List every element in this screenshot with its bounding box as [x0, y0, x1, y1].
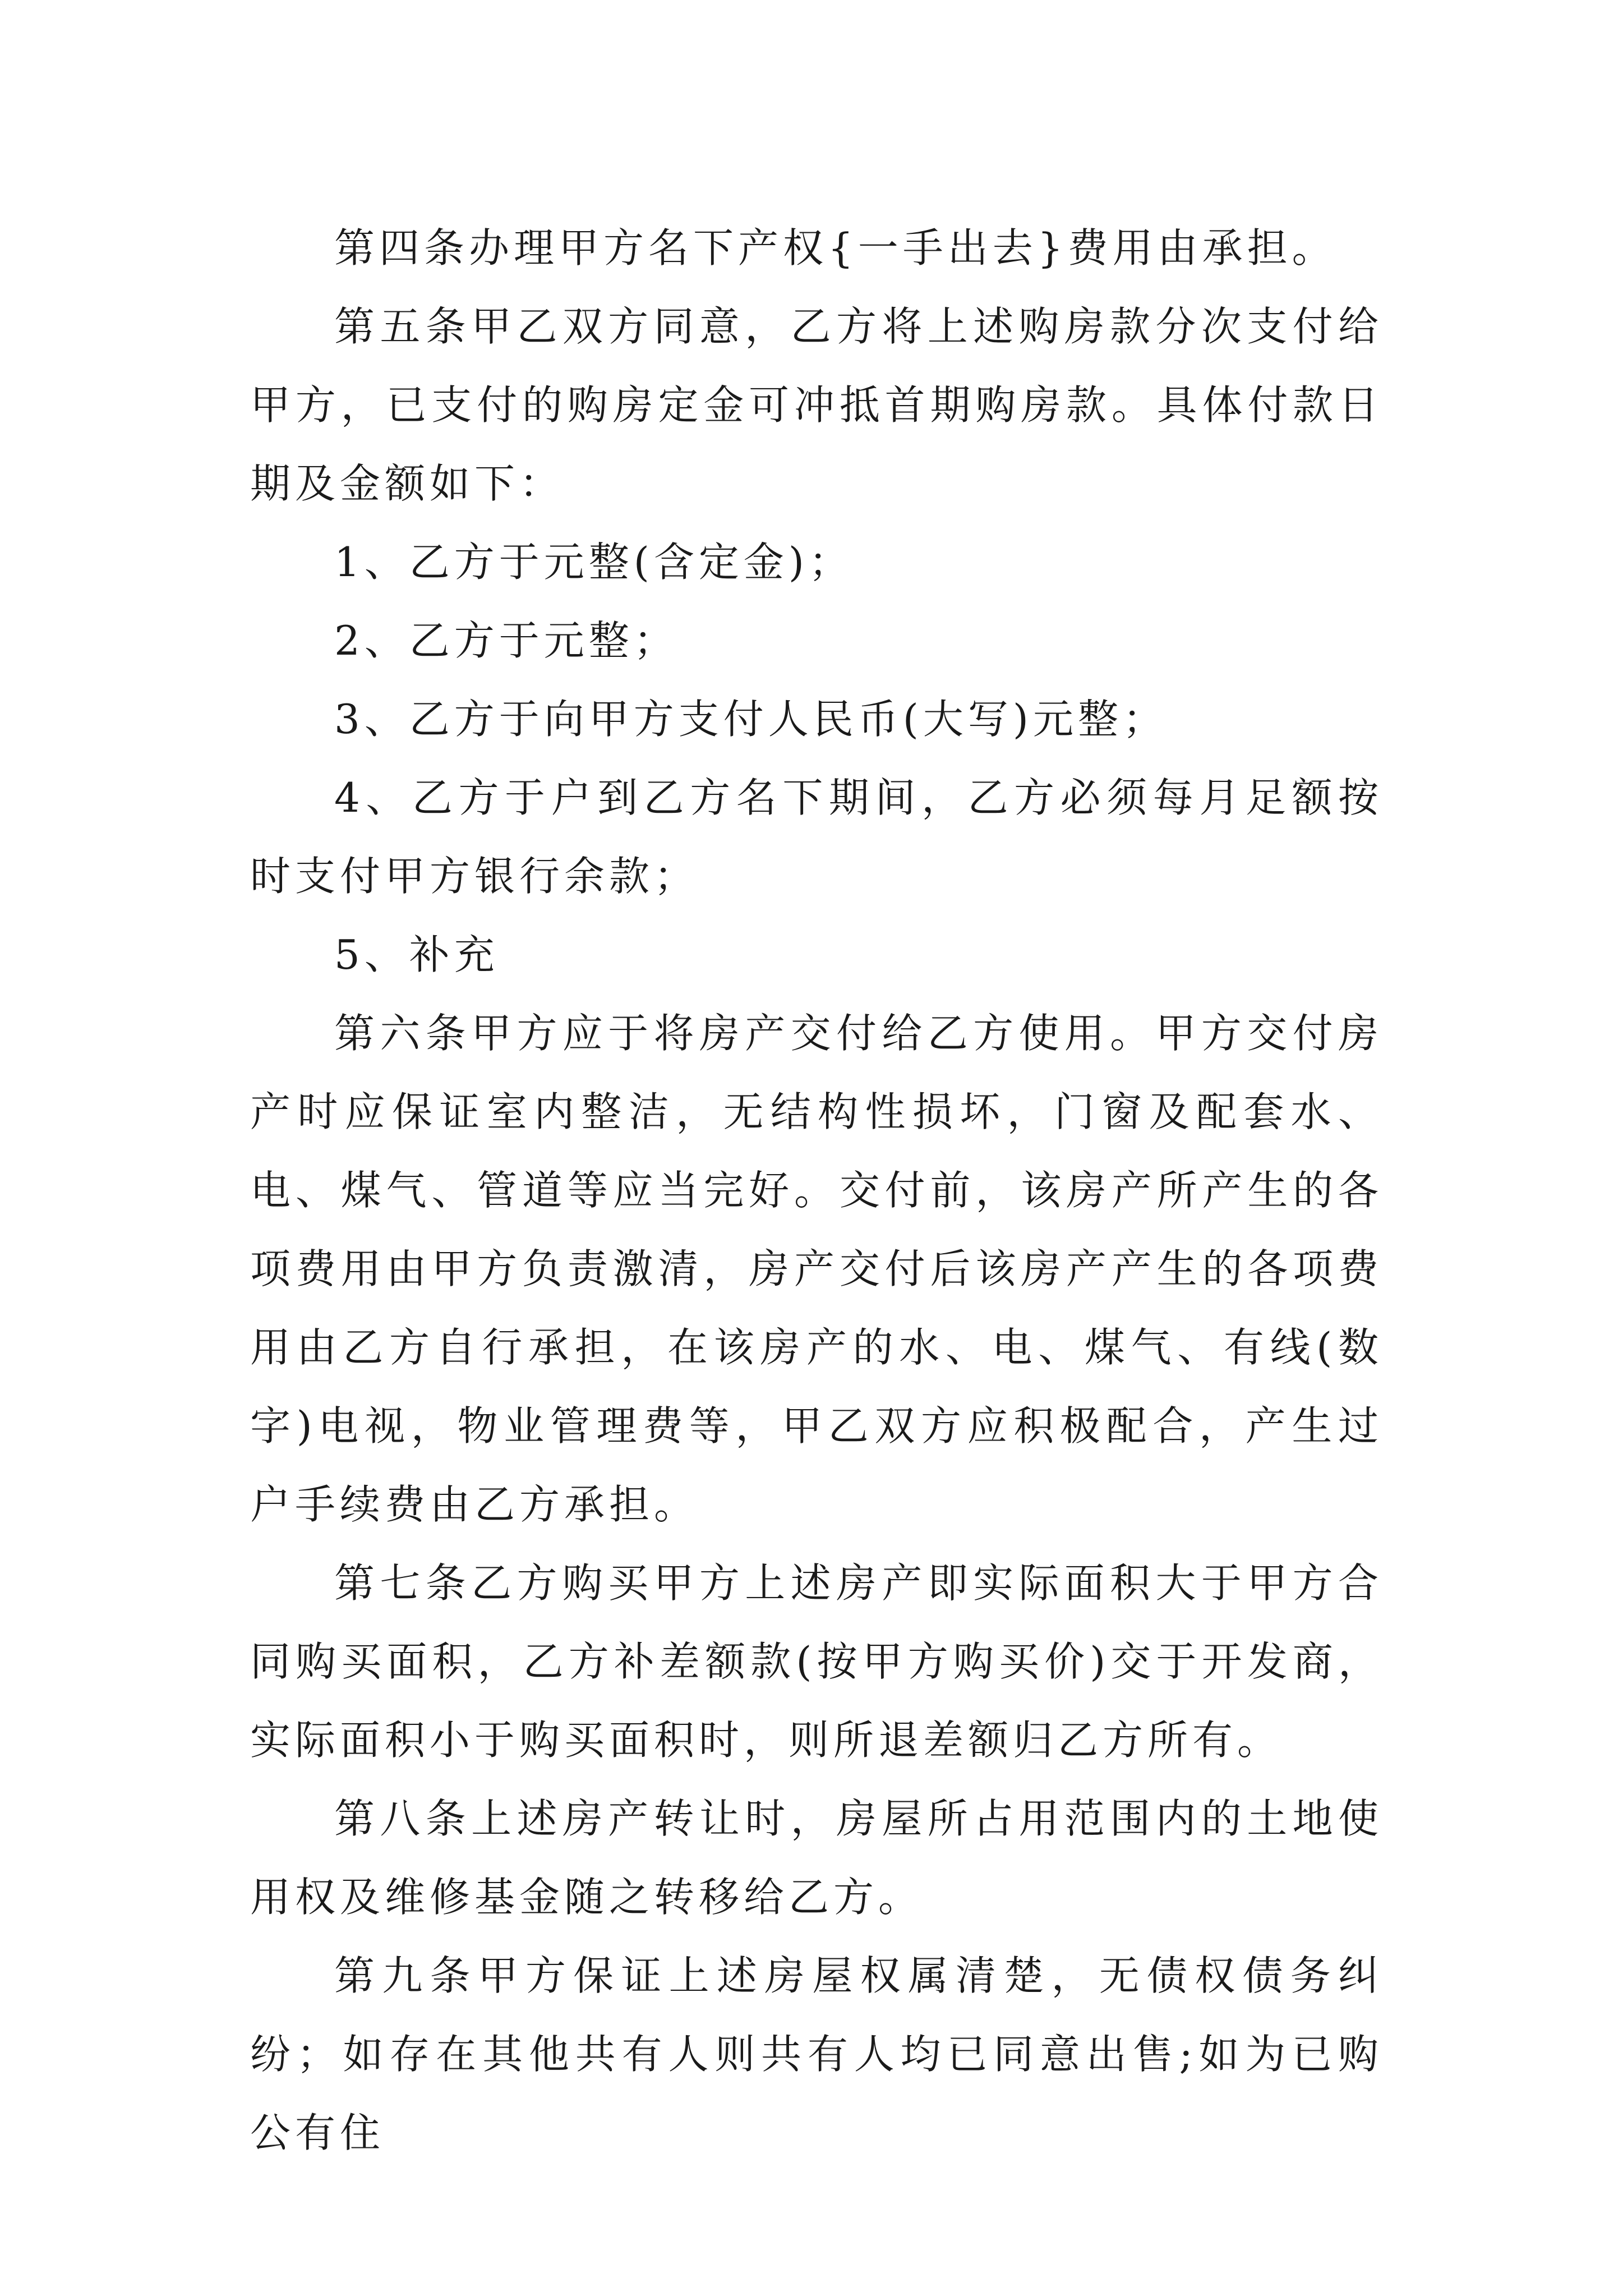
document-body — [250, 209, 1383, 2172]
paragraph-item-5: 5、补充 — [334, 931, 499, 978]
paragraph-item-3: 3、乙方于向甲方支付人民币(大写)元整； — [334, 696, 1168, 743]
paragraph-article-9: 第九条甲方保证上述房屋权属清楚，无债权债务纠纷；如存在其他共有人则共有人均已同意出售;如为已购公有住 — [250, 1952, 1383, 2156]
paragraph-article-5: 第五条甲乙双方同意，乙方将上述购房款分次支付给甲方，已支付的购房定金可冲抵首期购房款。具体付款日期及金额如下： — [250, 303, 1383, 507]
paragraph-item-1: 1、乙方于元整(含定金)； — [334, 539, 854, 586]
paragraph-article-7: 第七条乙方购买甲方上述房产即实际面积大于甲方合同购买面积，乙方补差额款(按甲方购买价)交于开发商，实际面积小于购买面积时，则所退差额归乙方所有。 — [250, 1559, 1383, 1764]
paragraph-article-4: 第四条办理甲方名下产权{一手出去}费用由承担。 — [334, 224, 1337, 272]
paragraph-item-2: 2、乙方于元整； — [334, 617, 679, 664]
paragraph-article-6: 第六条甲方应于将房产交付给乙方使用。甲方交付房产时应保证室内整洁，无结构性损坏，门窗及配套水、电、煤气、管道等应当完好。交付前，该房产所产生的各项费用由甲方负责激清，房产交付后该房产产生的各项费用由乙方自行承担，在该房产的水、电、煤气、有线(数字)电视，物业管理费等，甲乙双方应积极配合，产生过户手续费由乙方承担。 — [250, 1010, 1383, 1528]
paragraph-article-8: 第八条上述房产转让时，房屋所占用范围内的土地使用权及维修基金随之转移给乙方。 — [250, 1795, 1383, 1921]
paragraph-item-4: 4、乙方于户到乙方名下期间，乙方必须每月足额按时支付甲方银行余款； — [250, 774, 1383, 900]
